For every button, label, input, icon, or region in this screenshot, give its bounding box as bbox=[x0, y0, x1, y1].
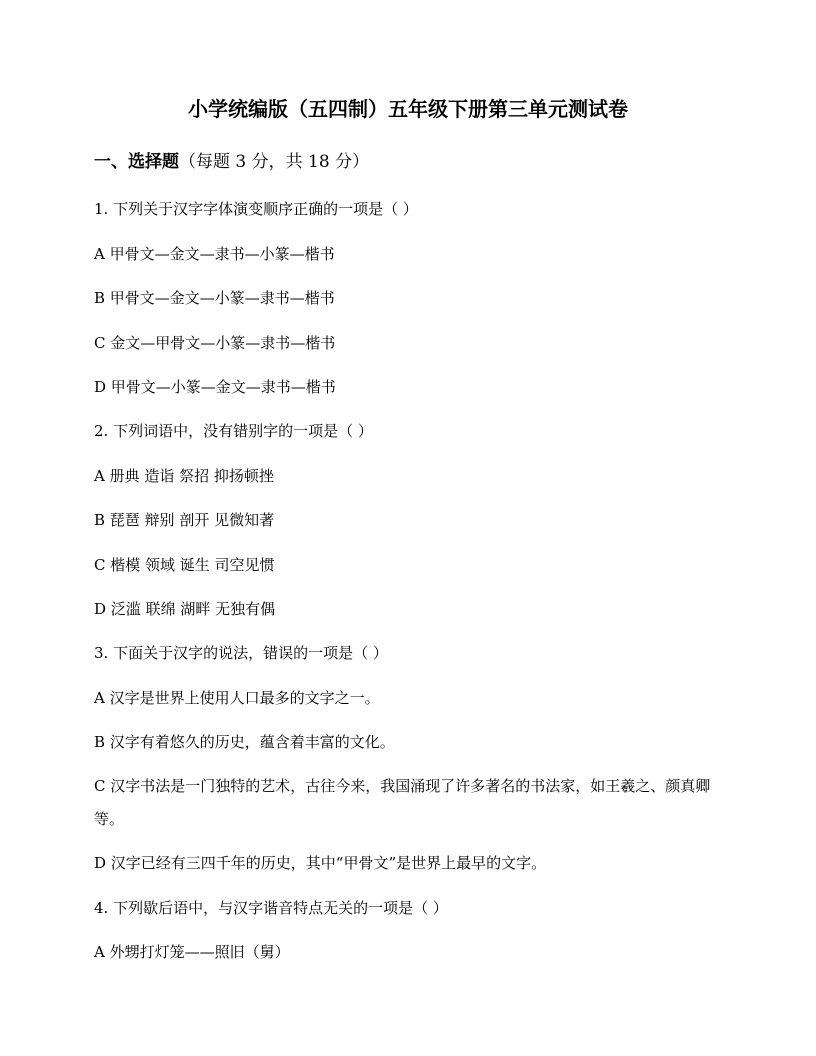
section-title: 一、选择题 bbox=[94, 152, 179, 172]
question-3-option-b: B 汉字有着悠久的历史，蕴含着丰富的文化。 bbox=[94, 733, 395, 751]
question-1-option-a: A 甲骨文—金文—隶书—小篆—楷书 bbox=[94, 245, 335, 263]
section-heading bbox=[94, 150, 369, 174]
page-title: 小学统编版（五四制）五年级下册第三单元测试卷 bbox=[188, 97, 628, 121]
question-2-option-c: C 楷模 领域 诞生 司空见惯 bbox=[94, 556, 275, 574]
question-2-option-b: B 琵琶 辩别 剖开 见微知著 bbox=[94, 511, 275, 529]
question-1-option-b: B 甲骨文—金文—小篆—隶书—楷书 bbox=[94, 289, 335, 307]
section-note: （每题 3 分，共 18 分） bbox=[179, 152, 370, 172]
question-3: 3. 下面关于汉字的说法，错误的一项是（ ） bbox=[94, 644, 388, 662]
question-2-option-a: A 册典 造诣 祭招 抑扬顿挫 bbox=[94, 467, 274, 485]
question-4: 4. 下列歇后语中，与汉字谐音特点无关的一项是（ ） bbox=[94, 899, 448, 917]
question-2-option-d: D 泛滥 联绵 湖畔 无独有偶 bbox=[94, 600, 276, 618]
question-3-option-a: A 汉字是世界上使用人口最多的文字之一。 bbox=[94, 689, 380, 707]
question-1-option-d: D 甲骨文—小篆—金文—隶书—楷书 bbox=[94, 378, 336, 396]
question-1: 1. 下列关于汉字字体演变顺序正确的一项是（ ） bbox=[94, 200, 418, 218]
question-3-option-d: D 汉字已经有三四千年的历史，其中“甲骨文”是世界上最早的文字。 bbox=[94, 854, 547, 872]
question-2: 2. 下列词语中，没有错别字的一项是（ ） bbox=[94, 422, 373, 440]
question-4-option-a: A 外甥打灯笼——照旧（舅） bbox=[94, 943, 290, 961]
question-1-option-c: C 金文—甲骨文—小篆—隶书—楷书 bbox=[94, 334, 336, 352]
question-3-option-c: C 汉字书法是一门独特的艺术，古往今来，我国涌现了许多著名的书法家，如王羲之、颜真卿等。 bbox=[94, 777, 711, 828]
